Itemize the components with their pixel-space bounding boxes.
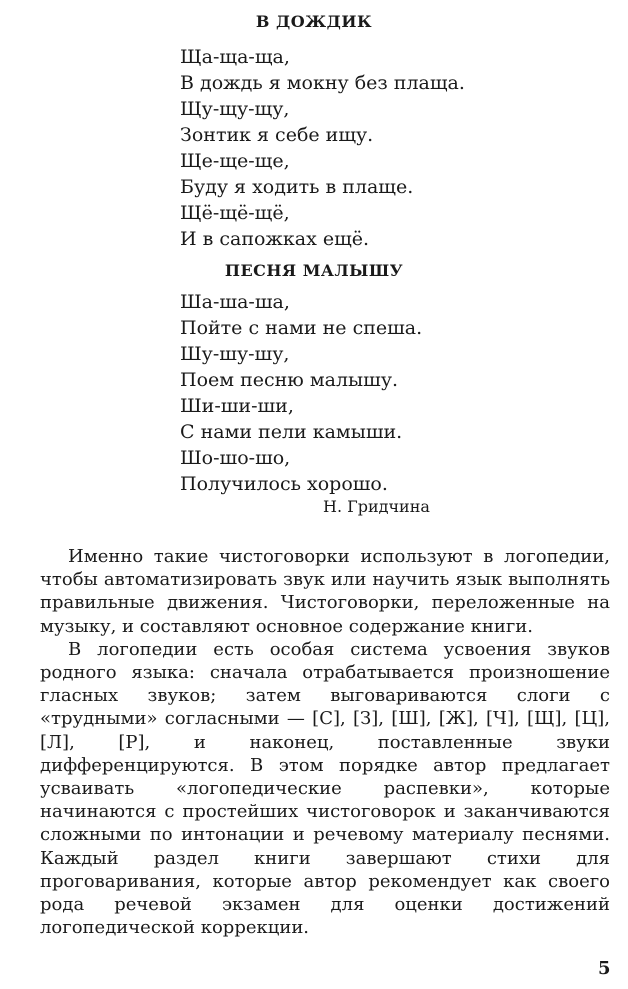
paragraph: В логопедии есть особая система усвоения звуков родного языка: сначала отрабатывается произношение гласных звуков; затем выговариваются слоги с «трудными» согласными — [С], [З], [Ш], [Ж], [Ч], [Щ], [Ц], [Л], [Р], и наконец, поставленные звуки дифференцируются. В этом порядке автор предлагает усваивать «логопедические распевки», которые начинаются с простейших чистоговорок и заканчиваются сложными по интонации и речевому материалу песнями. Каждый раздел книги завершают стихи для проговаривания, которые автор рекомендует как своего рода речевой экзамен для оценки достижений логопедической коррекции.	[40, 638, 610, 939]
body-text	[40, 545, 610, 939]
poem-line: Буду я ходить в плаще.	[180, 176, 414, 198]
paragraph: Именно такие чистоговорки используют в логопедии, чтобы автоматизировать звук или научить язык выполнять правильные движения. Чистоговорки, переложенные на музыку, и составляют основное содержание книги.	[40, 546, 610, 637]
poem-line: Получилось хорошо.	[180, 473, 388, 495]
poem-line: Щё-щё-щё,	[180, 202, 290, 224]
poem-line: Пойте с нами не спеша.	[180, 317, 423, 339]
poem-line: В дождь я мокну без плаща.	[180, 72, 465, 94]
poem-verse	[180, 44, 465, 252]
poem-line: Шо-шо-шо,	[180, 447, 291, 469]
poem-line: Ша-ша-ша,	[180, 291, 290, 313]
poem-title: В ДОЖДИК	[255, 12, 373, 31]
poem-line: Зонтик я себе ищу.	[180, 124, 374, 146]
poem-line: Ще-ще-ще,	[180, 150, 290, 172]
page-number: 5	[598, 958, 611, 979]
poem-line: Шу-шу-шу,	[180, 343, 290, 365]
poem-line: Щу-щу-щу,	[180, 98, 290, 120]
poem-line: С нами пели камыши.	[180, 421, 403, 443]
poem-line: Ща-ща-ща,	[180, 46, 290, 68]
poem-title: ПЕСНЯ МАЛЫШУ	[224, 261, 404, 280]
poem-line: Ши-ши-ши,	[180, 395, 294, 417]
poem-line: И в сапожках ещё.	[180, 228, 370, 250]
poem-line: Поем песню малышу.	[180, 369, 399, 391]
poem-verse	[180, 289, 422, 497]
poem-author: Н. Гридчина	[323, 497, 430, 516]
